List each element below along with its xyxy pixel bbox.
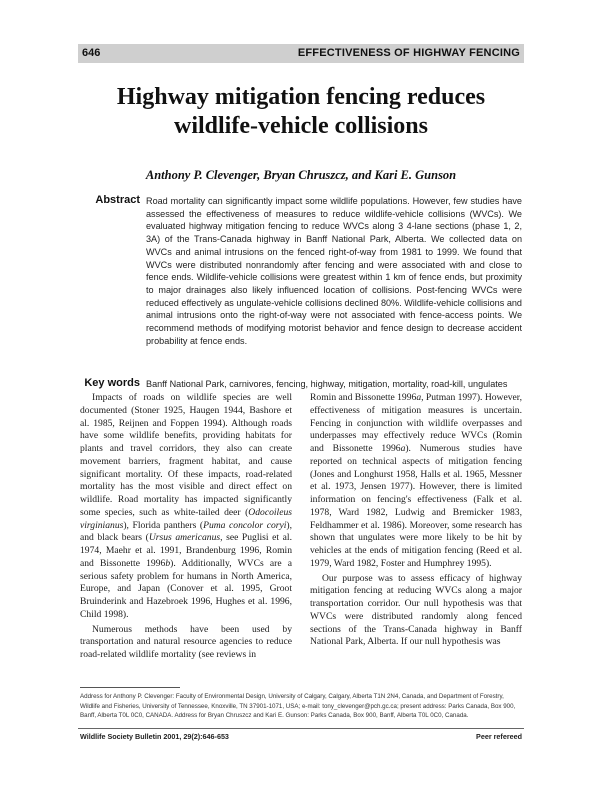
journal-citation: Wildlife Society Bulletin 2001, 29(2):646-653 (80, 732, 229, 741)
body-paragraph: Our purpose was to assess efficacy of highway mitigation fencing at reducing WVCs along a major transportation corridor. Our null hypothesis was that WVCs were distributed randomly along fenced sections of the Trans-Canada highway in Banff National Park, Alberta. If our null hypothesis was (310, 572, 522, 648)
body-paragraph: Numerous methods have been used by transportation and natural resource agencies to reduce road-related wildlife mortality (see reviews in (80, 623, 292, 660)
page-footer (78, 728, 524, 743)
keywords-text: Banff National Park, carnivores, fencing, highway, mitigation, mortality, road-kill, ungulates (146, 379, 508, 389)
species-name: Puma concolor coryi (203, 519, 287, 531)
peer-refereed-label: Peer refereed (476, 732, 522, 741)
authors: Anthony P. Clevenger, Bryan Chruszcz, and Kari E. Gunson (145, 168, 457, 182)
running-head-title: EFFECTIVENESS OF HIGHWAY FENCING (297, 47, 520, 59)
page-number: 646 (82, 47, 101, 59)
footnote-divider (80, 687, 180, 688)
citation-suffix: a (400, 443, 406, 454)
text-run: ). Additionally, WVCs are a serious safety problem for humans in North America, Europe, and Japan (Conover et al. 1995, Groot Bruinderink and Hazebroek 1996, Hughes et al. 1996, Child 1998). (80, 557, 292, 620)
text-run: Impacts of roads on wildlife species are well documented (Stoner 1925, Haugen 1944, Bashore et al. 1985, Reijnen and Foppen 1994). Although roads have some wildlife benefits, providing habitats for plants and travel corridors, they also can create movement barriers, fragment habitat, and cause significant mortality. Of these impacts, road-related mortality has the most visible and direct effect on wildlife. Road mortality has impacted significantly some species, such as white-tailed deer ( (80, 392, 292, 518)
body-column-right (310, 392, 522, 649)
body-column-left (80, 392, 292, 662)
article-title (78, 83, 524, 141)
running-header (78, 44, 524, 63)
body-paragraph (310, 392, 522, 571)
article-title-line-1: Highway mitigation fencing reduces (116, 84, 486, 110)
text-run: ), Florida panthers ( (123, 519, 204, 531)
author-address-footnote: Address for Anthony P. Clevenger: Faculty of Environmental Design, University of Calgary, Calgary, Alberta T1N 2N4, Canada, and Department of Forestry, Wildlife and Fisheries, University of Tennessee, Knoxville, TN 37901-1071, USA; e-mail: tony_clevenger@pch.gc.ca; present address: Parks Canada, Box 900, Banff, Alberta T0L 0C0, CANADA. Address for Bryan Chruszcz and Kari E. Gunson: Parks Canada, Box 900, Banff, Alberta T0L 0C0, Canada. (80, 693, 516, 720)
citation-suffix: a (416, 392, 422, 403)
citation-suffix: b (165, 557, 171, 569)
text-run: Romin and Bissonette 1996 (310, 392, 417, 403)
article-title-line-2: wildlife-vehicle collisions (174, 113, 428, 139)
species-name: Ursus americanus (148, 532, 221, 544)
text-run: ), and black bears ( (80, 519, 293, 544)
species-name: Odocoileus virginianus (80, 506, 292, 531)
text-run: , Putman 1997). However, effectiveness of mitigation measures is uncertain. Fencing in conjunction with wildlife overpasses and underpasses may effectively reduce WVCs (Romin and Bissonette 1996 (310, 392, 522, 454)
text-run: , see Puglisi et al. 1974, Maehr et al. 1991, Brandenburg 1996, Romin and Bissonette 1996 (80, 532, 292, 569)
abstract-label: Abstract (95, 194, 140, 206)
text-run: ). Numerous studies have reported on technical aspects of mitigation fencing (Jones and Longhurst 1958, Halls et al. 1965, Messner et al. 1973, Jensen 1977). However, there is limited information on fencing's effectiveness (Falk et al. 1978, Ward 1982, Ludwig and Bremicker 1983, Feldhammer et al. 1986). Moreover, some research has shown that ungulates were more likely to be hit by vehicles at the ends of mitigation fencing (Reed et al. 1979, Ward 1982, Foster and Humphrey 1995). (310, 443, 522, 569)
keywords-label: Key words (84, 377, 140, 389)
abstract-text: Road mortality can significantly impact some wildlife populations. However, few studies have assessed the effectiveness of measures to reduce wildlife-vehicle collisions (WVCs). We evaluated highway mitigation fencing to reduce WVCs along 3 4-lane sections (phase 1, 2, 3A) of the Trans-Canada highway in Banff National Park, Alberta. We collected data on WVCs and animal intrusions on the fenced right-of-way from 1981 to 1999. We found that WVCs were distributed nonrandomly after fencing and were associated with and close to fence ends. Wildlife-vehicle collisions were greatest within 1 km of fence ends, but proximity to major drainages also likely influenced location of collisions. Post-fencing WVCs were reduced effectively as ungulate-vehicle collisions declined 80%. Wildlife-vehicle collisions and animal intrusions onto the right-of-way were not associated with fence-access points. We recommend methods of modifying motorist behavior and fence design to decrease accident probability at fence ends. (146, 196, 522, 346)
body-paragraph (80, 392, 292, 622)
